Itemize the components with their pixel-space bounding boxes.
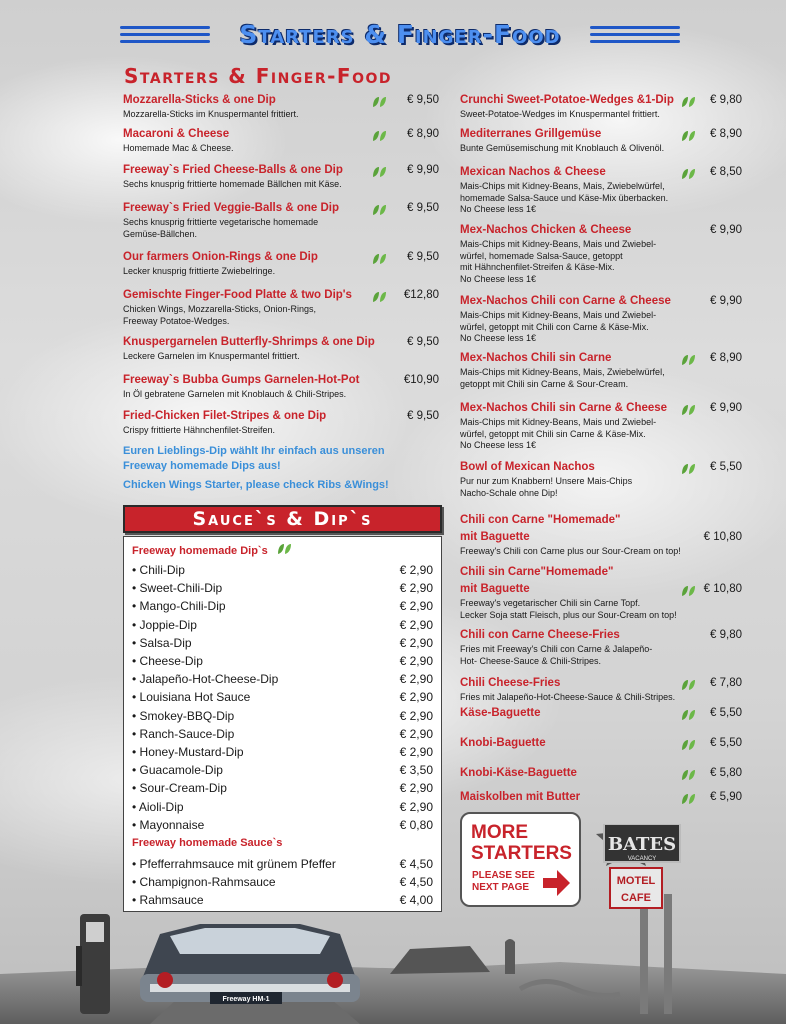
dip-price: € 2,90	[399, 618, 433, 632]
dip-row	[132, 781, 433, 798]
classic-car-icon	[140, 924, 360, 1004]
vegetarian-leaf-icon	[372, 203, 387, 215]
promo-wings-note: Chicken Wings Starter, please check Ribs &Wings!	[123, 479, 389, 491]
menu-item-description: homemade Salsa-Sauce und Käse-Mix überbacken.	[460, 192, 669, 203]
menu-item-description: Freeway's vegetarischer Chili sin Carne Topf.	[460, 598, 641, 608]
menu-item-name: Fried-Chicken Filet-Stripes & one Dip	[123, 410, 327, 422]
menu-item-description: würfel, getoppt mit Chili con Carne & Käse-Mix.	[460, 321, 649, 332]
menu-item-description: Bunte Gemüsemischung mit Knoblauch & Olivenöl.	[460, 143, 665, 153]
menu-item-description: mit Hähnchenfilet-Streifen & Käse-Mix.	[460, 262, 615, 272]
dip-row	[132, 563, 433, 580]
menu-item-header-2	[460, 583, 742, 598]
vegetarian-leaf-icon	[681, 129, 696, 141]
dip-row	[132, 581, 433, 598]
sauce-price: € 4,50	[399, 875, 433, 889]
menu-item-header	[460, 566, 742, 583]
sauce-name: • Rahmsauce	[132, 893, 204, 907]
menu-item	[123, 289, 439, 327]
menu-item-price: € 5,50	[710, 737, 742, 749]
dip-price: € 2,90	[399, 727, 433, 741]
menu-item-description: Chicken Wings, Mozzarella-Sticks, Onion-Rings,	[123, 304, 317, 314]
sauces-title: Freeway homemade Sauce`s	[132, 837, 283, 849]
menu-item-price: € 9,90	[407, 164, 439, 176]
sauce-price: € 4,50	[399, 857, 433, 871]
vegetarian-leaf-icon	[277, 543, 292, 555]
menu-item-price: € 9,50	[407, 336, 439, 348]
menu-item-description: Lecker Soja statt Fleisch, plus our Sour-Cream on top!	[460, 609, 677, 620]
menu-item	[460, 128, 742, 155]
menu-item-price: € 8,90	[710, 352, 742, 364]
menu-item-name: Our farmers Onion-Rings & one Dip	[123, 251, 318, 263]
menu-item-name: Freeway`s Fried Cheese-Balls & one Dip	[123, 164, 343, 176]
dip-row	[132, 636, 433, 653]
menu-item-header	[123, 164, 439, 179]
dip-price: € 0,80	[399, 818, 433, 832]
menu-item-name: Mexican Nachos & Cheese	[460, 166, 606, 178]
menu-item-header	[460, 461, 742, 476]
menu-item-price: € 9,50	[407, 202, 439, 214]
dips-title	[132, 543, 292, 557]
menu-item-header	[123, 374, 439, 389]
more-sub-1: PLEASE SEE	[472, 870, 535, 881]
menu-item	[460, 566, 742, 621]
menu-item	[460, 737, 742, 752]
sign-vacancy-text: VACANCY	[627, 856, 657, 862]
menu-item-header	[460, 707, 742, 722]
menu-item-description: getoppt mit Chili sin Carne & Sour-Cream.	[460, 378, 629, 389]
menu-item-name: Chili Cheese-Fries	[460, 677, 561, 689]
vegetarian-leaf-icon	[681, 738, 696, 750]
dip-price: € 2,90	[399, 563, 433, 577]
menu-item	[123, 164, 439, 191]
menu-item-name: Freeway`s Bubba Gumps Garnelen-Hot-Pot	[123, 374, 360, 386]
road-scene-illustration	[0, 824, 786, 1024]
dip-name: • Sour-Cream-Dip	[132, 781, 227, 795]
dip-name: • Smokey-BBQ-Dip	[132, 709, 235, 723]
menu-item-header	[123, 202, 439, 217]
menu-item-description: Nacho-Schale ohne Dip!	[460, 487, 558, 498]
menu-item-header	[123, 94, 439, 109]
menu-item-header	[460, 767, 742, 782]
menu-item-description: Crispy frittierte Hähnchenfilet-Streifen.	[123, 425, 276, 435]
promo-line-2: Freeway homemade Dips aus!	[123, 460, 281, 472]
rusty-car-icon	[390, 946, 490, 974]
menu-item	[123, 374, 439, 401]
gas-pump-icon	[76, 914, 110, 1014]
sauce-name: • Champignon-Rahmsauce	[132, 875, 276, 889]
menu-item-description: Leckere Garnelen im Knuspermantel frittiert.	[123, 351, 300, 361]
menu-item	[460, 767, 742, 782]
vegetarian-leaf-icon	[681, 768, 696, 780]
dip-name: • Sweet-Chili-Dip	[132, 581, 223, 595]
section-title: Starters & Finger-Food	[124, 64, 393, 88]
dip-price: € 2,90	[399, 654, 433, 668]
dip-row	[132, 763, 433, 780]
menu-item-description: Mais-Chips mit Kidney-Beans, Mais und Zwiebel-	[460, 417, 657, 427]
vegetarian-leaf-icon	[681, 462, 696, 474]
menu-item-name: Käse-Baguette	[460, 707, 541, 719]
menu-item	[460, 224, 742, 285]
menu-item	[460, 514, 742, 558]
sign-motel-text: MOTEL	[616, 875, 656, 887]
menu-item	[460, 707, 742, 722]
menu-item-header	[460, 402, 742, 417]
dip-row	[132, 618, 433, 635]
dip-price: € 2,90	[399, 599, 433, 613]
more-line-2: STARTERS	[471, 843, 572, 864]
menu-item-name: Crunchi Sweet-Potatoe-Wedges &1-Dip	[460, 94, 674, 106]
dip-name: • Ranch-Sauce-Dip	[132, 727, 235, 741]
menu-item	[123, 251, 439, 278]
menu-item-header	[460, 791, 742, 806]
menu-item-header	[123, 128, 439, 143]
menu-item-name: Gemischte Finger-Food Platte & two Dip's	[123, 289, 352, 301]
menu-item	[460, 629, 742, 667]
menu-item-name: Chili sin Carne"Homemade"	[460, 566, 614, 578]
menu-item-price: € 5,50	[710, 707, 742, 719]
menu-item-header	[460, 94, 742, 109]
banner-title: Starters & Finger-Food	[239, 20, 561, 49]
menu-item	[460, 677, 742, 704]
dip-price: € 3,50	[399, 763, 433, 777]
vegetarian-leaf-icon	[372, 165, 387, 177]
menu-item-description: Mozzarella-Sticks im Knuspermantel frittiert.	[123, 109, 299, 119]
menu-item-price: € 5,90	[710, 791, 742, 803]
vegetarian-leaf-icon	[681, 584, 696, 596]
dip-name: • Joppie-Dip	[132, 618, 197, 632]
menu-item-description: Freeway's Chili con Carne plus our Sour-Cream on top!	[460, 546, 681, 556]
sauce-price: € 4,00	[399, 893, 433, 907]
dip-row	[132, 672, 433, 689]
vegetarian-leaf-icon	[372, 129, 387, 141]
menu-item-description: Lecker knusprig frittierte Zwiebelringe.	[123, 266, 276, 276]
dips-title-label: Freeway homemade Dip`s	[132, 545, 268, 557]
menu-item-description: No Cheese less 1€	[460, 204, 537, 214]
dip-name: • Mayonnaise	[132, 818, 205, 832]
menu-item-header	[460, 514, 742, 531]
banner	[120, 20, 680, 52]
vegetarian-leaf-icon	[372, 290, 387, 302]
dip-price: € 2,90	[399, 800, 433, 814]
menu-item	[460, 352, 742, 390]
menu-item-description: Pur nur zum Knabbern! Unsere Mais-Chips	[460, 476, 633, 486]
menu-item-description: würfel, homemade Salsa-Sauce, getoppt	[460, 250, 623, 261]
menu-item	[460, 295, 742, 345]
sign-bates-text: BATES	[607, 834, 677, 855]
dip-name: • Honey-Mustard-Dip	[132, 745, 244, 759]
menu-item-header	[123, 289, 439, 304]
menu-item-name: Chili con Carne "Homemade"	[460, 514, 621, 526]
dip-name: • Louisiana Hot Sauce	[132, 690, 251, 704]
menu-item-description: Mais-Chips mit Kidney-Beans, Mais und Zwiebel-	[460, 239, 657, 249]
menu-item-price: € 9,80	[710, 629, 742, 641]
menu-item-description: No Cheese less 1€	[460, 440, 537, 450]
menu-item-price: € 5,50	[710, 461, 742, 473]
menu-item-name: Mex-Nachos Chili con Carne & Cheese	[460, 295, 671, 307]
menu-item-price: € 8,90	[407, 128, 439, 140]
promo-line-1: Euren Lieblings-Dip wählt Ihr einfach aus unseren	[123, 445, 385, 457]
dip-price: € 2,90	[399, 690, 433, 704]
menu-item-description: Fries mit Freeway's Chili con Carne & Jalapeño-	[460, 644, 653, 654]
vegetarian-leaf-icon	[681, 95, 696, 107]
menu-item-header	[460, 629, 742, 644]
menu-item-description: Hot- Cheese-Sauce & Chili-Stripes.	[460, 655, 602, 666]
menu-item-description: Freeway Potatoe-Wedges.	[123, 315, 230, 326]
menu-item-description: In Öl gebratene Garnelen mit Knoblauch & Chili-Stripes.	[123, 389, 347, 399]
menu-item-name: Bowl of Mexican Nachos	[460, 461, 595, 473]
dip-price: € 2,90	[399, 581, 433, 595]
menu-item-name: Macaroni & Cheese	[123, 128, 230, 140]
dip-name: • Cheese-Dip	[132, 654, 203, 668]
menu-item-name: Knobi-Käse-Baguette	[460, 767, 577, 779]
menu-item-name: Knobi-Baguette	[460, 737, 546, 749]
dip-row	[132, 800, 433, 817]
cactus-icon	[505, 939, 515, 974]
menu-item	[460, 94, 742, 121]
more-line-1: MORE	[471, 822, 528, 843]
menu-item-name: Mex-Nachos Chicken & Cheese	[460, 224, 632, 236]
menu-item-name: Mediterranes Grillgemüse	[460, 128, 602, 140]
dip-row	[132, 599, 433, 616]
menu-item-price: € 9,50	[407, 410, 439, 422]
dip-price: € 2,90	[399, 672, 433, 686]
menu-item-name: Mex-Nachos Chili sin Carne & Cheese	[460, 402, 668, 414]
menu-item-header	[460, 737, 742, 752]
menu-item-description: würfel, getoppt mit Chili sin Carne & Käse-Mix.	[460, 428, 646, 439]
dip-name: • Aioli-Dip	[132, 800, 184, 814]
dip-price: € 2,90	[399, 781, 433, 795]
menu-item	[123, 410, 439, 437]
menu-item-header-2	[460, 531, 742, 546]
menu-item-price: € 8,50	[710, 166, 742, 178]
menu-item-description: No Cheese less 1€	[460, 273, 537, 284]
menu-item-price: € 10,80	[703, 583, 742, 595]
menu-item-header	[460, 295, 742, 310]
menu-item-price: € 9,90	[710, 402, 742, 414]
menu-item-name: Mozzarella-Sticks & one Dip	[123, 94, 276, 106]
menu-item-name: Chili con Carne Cheese-Fries	[460, 629, 620, 641]
menu-item-price: € 10,80	[703, 531, 742, 543]
menu-item-price: € 9,80	[710, 94, 742, 106]
sauces-header: Sauce`s & Dip`s	[123, 505, 442, 533]
menu-item-price: € 7,80	[710, 677, 742, 689]
menu-item-header	[460, 352, 742, 367]
dip-price: € 2,90	[399, 745, 433, 759]
sauce-name: • Pfefferrahmsauce mit grünem Pfeffer	[132, 857, 336, 871]
menu-item-name: Knuspergarnelen Butterfly-Shrimps & one Dip	[123, 336, 375, 348]
menu-item-price: € 5,80	[710, 767, 742, 779]
menu-item	[123, 94, 439, 121]
menu-item-header	[460, 166, 742, 181]
menu-item-header	[123, 410, 439, 425]
menu-item-description: Sweet-Potatoe-Wedges im Knuspermantel frittiert.	[460, 109, 660, 119]
dip-row	[132, 727, 433, 744]
menu-item	[460, 791, 742, 806]
more-sub-2: NEXT PAGE	[472, 882, 530, 893]
vegetarian-leaf-icon	[681, 167, 696, 179]
vegetarian-leaf-icon	[681, 678, 696, 690]
menu-item-price: € 9,90	[710, 295, 742, 307]
vegetarian-leaf-icon	[372, 95, 387, 107]
dip-price: € 2,90	[399, 636, 433, 650]
menu-item	[460, 461, 742, 499]
menu-item-description: Homemade Mac & Cheese.	[123, 143, 234, 153]
menu-item-price: € 9,90	[710, 224, 742, 236]
menu-item	[460, 402, 742, 452]
banner-lines-right	[590, 26, 680, 46]
dip-row	[132, 709, 433, 726]
dip-name: • Mango-Chili-Dip	[132, 599, 226, 613]
menu-item-description: Mais-Chips mit Kidney-Beans, Mais, Zwiebelwürfel,	[460, 181, 665, 191]
dip-name: • Guacamole-Dip	[132, 763, 223, 777]
menu-item-description: No Cheese less 1€	[460, 333, 537, 343]
menu-item-name: Maiskolben mit Butter	[460, 791, 581, 803]
menu-item-name: Freeway`s Fried Veggie-Balls & one Dip	[123, 202, 340, 214]
menu-item-price: €10,90	[403, 374, 439, 386]
menu-item-description: Sechs knusprig frittierte homemade Bällchen mit Käse.	[123, 179, 342, 189]
dip-name: • Chili-Dip	[132, 563, 185, 577]
menu-item-description: Sechs knusprig frittierte vegetarische homemade	[123, 217, 319, 227]
menu-item-header	[123, 336, 439, 351]
dip-row	[132, 654, 433, 671]
dip-name: • Salsa-Dip	[132, 636, 192, 650]
dip-row	[132, 690, 433, 707]
menu-item	[123, 128, 439, 155]
menu-item	[123, 336, 439, 363]
menu-item-price: €12,80	[403, 289, 439, 301]
menu-item	[460, 166, 742, 216]
menu-item-price: € 8,90	[710, 128, 742, 140]
banner-lines-left	[120, 26, 210, 46]
vegetarian-leaf-icon	[681, 403, 696, 415]
menu-item-description: Mais-Chips mit Kidney-Beans, Mais und Zwiebel-	[460, 310, 657, 320]
menu-item	[123, 202, 439, 240]
dip-name: • Jalapeño-Hot-Cheese-Dip	[132, 672, 279, 686]
sign-cafe-text: CAFE	[621, 892, 651, 904]
vegetarian-leaf-icon	[681, 708, 696, 720]
vegetarian-leaf-icon	[372, 252, 387, 264]
menu-item-header	[460, 224, 742, 239]
menu-item-name-line-2: mit Baguette	[460, 583, 530, 595]
menu-item-price: € 9,50	[407, 94, 439, 106]
license-plate: Freeway HM-1	[222, 996, 270, 1003]
menu-item-description: Gemüse-Bällchen.	[123, 228, 198, 239]
menu-item-name: Mex-Nachos Chili sin Carne	[460, 352, 612, 364]
menu-item-header	[123, 251, 439, 266]
menu-item-name-line-2: mit Baguette	[460, 531, 530, 543]
menu-item-description: Mais-Chips mit Kidney-Beans, Mais, Zwiebelwürfel,	[460, 367, 665, 377]
vegetarian-leaf-icon	[681, 353, 696, 365]
menu-item-header	[460, 677, 742, 692]
dip-row	[132, 745, 433, 762]
vegetarian-leaf-icon	[681, 792, 696, 804]
dip-price: € 2,90	[399, 709, 433, 723]
menu-item-description: Fries mit Jalapeño-Hot-Cheese-Sauce & Chili-Stripes.	[460, 692, 676, 702]
menu-item-price: € 9,50	[407, 251, 439, 263]
menu-item-header	[460, 128, 742, 143]
promo-dip-note	[123, 444, 439, 474]
